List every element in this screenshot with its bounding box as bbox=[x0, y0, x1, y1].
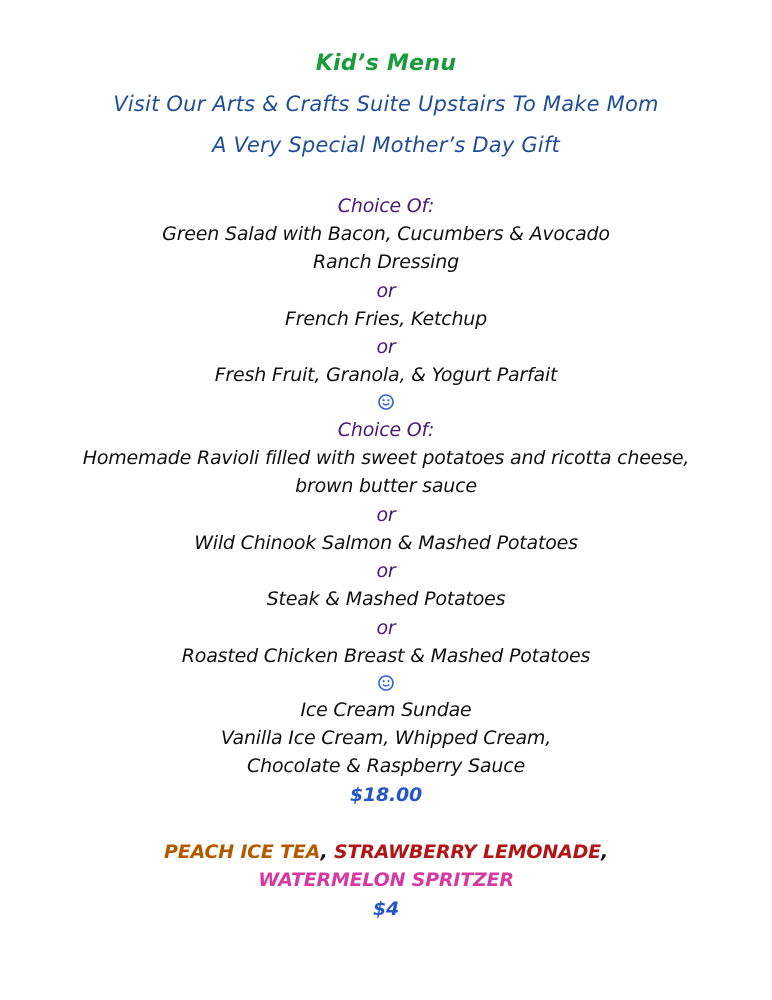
course2-item: Roasted Chicken Breast & Mashed Potatoes bbox=[181, 645, 591, 667]
course1-item: Ranch Dressing bbox=[313, 251, 459, 273]
headline-line-1: Visit Our Arts & Crafts Suite Upstairs To Make Mom bbox=[113, 92, 659, 116]
course1-item: Green Salad with Bacon, Cucumbers & Avocado bbox=[162, 223, 610, 245]
headline-line-2: A Very Special Mother’s Day Gift bbox=[212, 133, 560, 157]
course2-item: Homemade Ravioli filled with sweet potatoes and ricotta cheese, bbox=[82, 447, 690, 469]
drinks-comma: , bbox=[600, 841, 608, 863]
drinks-line-2 bbox=[0, 867, 772, 893]
dessert-line: Chocolate & Raspberry Sauce bbox=[247, 755, 525, 777]
course2-choice-label: Choice Of: bbox=[337, 419, 435, 441]
smiley-face-icon bbox=[378, 394, 394, 410]
course1-choice-label: Choice Of: bbox=[337, 195, 435, 217]
drinks-price: $4 bbox=[372, 898, 400, 920]
or-label: or bbox=[376, 336, 396, 358]
or-label: or bbox=[376, 280, 396, 302]
drinks-line-1 bbox=[0, 839, 772, 865]
course1-item: Fresh Fruit, Granola, & Yogurt Parfait bbox=[214, 364, 558, 386]
or-label: or bbox=[376, 617, 396, 639]
drinks-comma: , bbox=[320, 841, 328, 863]
menu-title: Kid’s Menu bbox=[315, 51, 457, 76]
or-label: or bbox=[376, 560, 396, 582]
dessert-line: Ice Cream Sundae bbox=[300, 699, 472, 721]
or-label: or bbox=[376, 504, 396, 526]
course1-item: French Fries, Ketchup bbox=[285, 308, 487, 330]
course2-item: brown butter sauce bbox=[295, 475, 477, 497]
watermelon-spritzer: WATERMELON SPRITZER bbox=[258, 869, 514, 891]
menu-price: $18.00 bbox=[349, 784, 423, 806]
course2-item: Wild Chinook Salmon & Mashed Potatoes bbox=[194, 532, 578, 554]
strawberry-lemonade: STRAWBERRY LEMONADE bbox=[333, 841, 601, 863]
smiley-face-icon bbox=[378, 675, 394, 691]
course2-item: Steak & Mashed Potatoes bbox=[266, 588, 506, 610]
peach-ice-tea: PEACH ICE TEA bbox=[164, 841, 321, 863]
dessert-line: Vanilla Ice Cream, Whipped Cream, bbox=[220, 727, 552, 749]
